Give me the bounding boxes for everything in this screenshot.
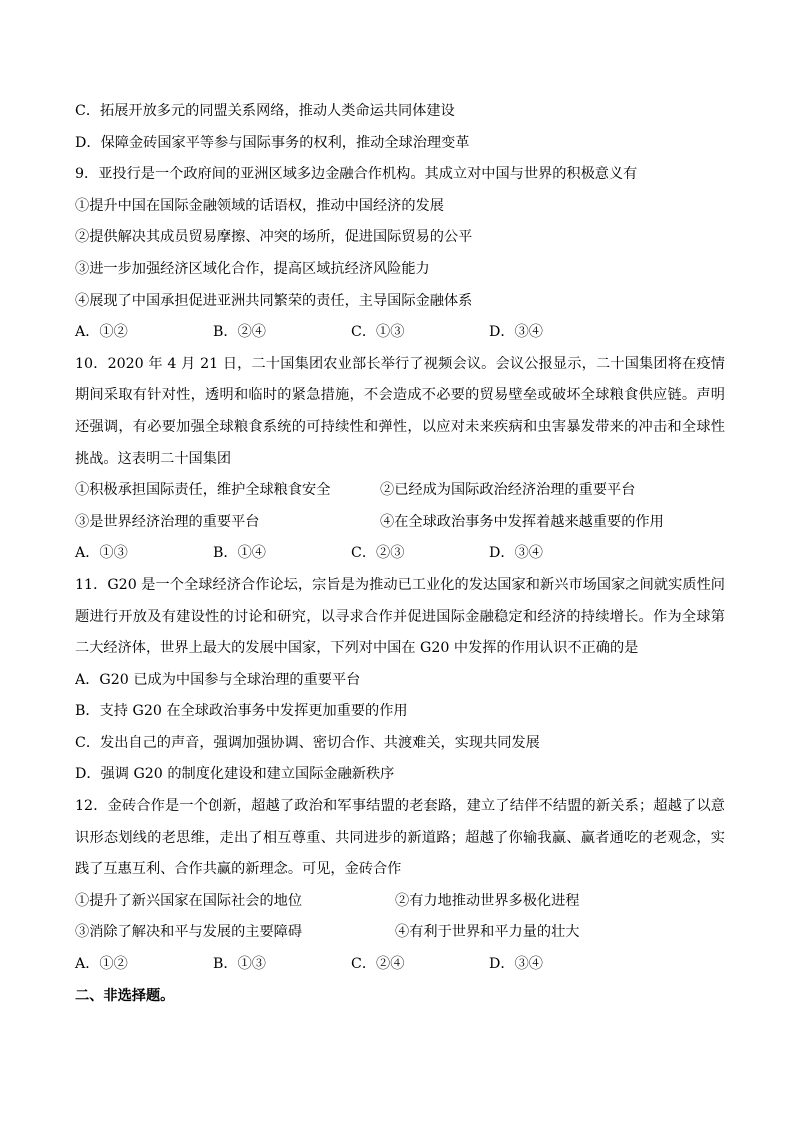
q11-option-b: B．支持 G20 在全球政治事务中发挥更加重要的作用 [75, 703, 408, 720]
q12-stem: 12．金砖合作是一个创新，超越了政治和军事结盟的老套路，建立了结伴不结盟的新关系；超越了以意识形态划线的老思维，走出了相互尊重、共同进步的新道路；超越了你输我赢、赢者通吃的老观念，实践了互惠互利、合作共赢的新理念。可见，金砖合作 [75, 798, 725, 878]
q12-statements-row-1 [75, 886, 725, 918]
q12-statement-4: ④有利于世界和平力量的壮大 [395, 924, 580, 941]
q10-statement-4: ④在全球政治事务中发挥着越来越重要的作用 [380, 513, 664, 530]
q12-options [75, 949, 725, 981]
q12-option-c: C．②④ [351, 956, 405, 973]
q11-option-c: C．发出自己的声音，强调加强协调、密切合作、共渡难关，实现共同发展 [75, 734, 540, 751]
q10-statement-1: ①积极承担国际责任，维护全球粮食安全 [75, 482, 331, 499]
q10-statement-2: ②已经成为国际政治经济治理的重要平台 [380, 482, 636, 499]
q9-statement-1: ①提升中国在国际金融领域的话语权，推动中国经济的发展 [75, 197, 444, 214]
document-content [75, 96, 725, 1012]
q10-stem: 10．2020 年 4 月 21 日，二十国集团农业部长举行了视频会议。会议公报显示，二十国集团将在疫情期间采取有针对性，透明和临时的紧急措施，不会造成不必要的贸易壁垒或破坏全球粮食供应链。声明还强调，有必要加强全球粮食系统的可持续性和弹性，以应对未来疾病和虫害暴发带来的冲击和全球性挑战。这表明二十国集团 [75, 355, 725, 467]
q11-option-d: D．强调 G20 的制度化建设和建立国际金融新秩序 [75, 766, 395, 783]
q9-statement-4: ④展现了中国承担促进亚洲共同繁荣的责任，主导国际金融体系 [75, 292, 473, 309]
q10-option-d: D．③④ [489, 545, 543, 562]
q9-stem: 9．亚投行是一个政府间的亚洲区域多边金融合作机构。其成立对中国与世界的积极意义有 [75, 166, 638, 183]
section-2-title: 二、非选择题。 [75, 987, 175, 1004]
q10-option-b: B．①④ [213, 545, 266, 562]
q10-statement-3: ③是世界经济治理的重要平台 [75, 513, 260, 530]
q11-option-a: A．G20 已成为中国参与全球治理的重要平台 [75, 671, 361, 688]
q12-option-d: D．③④ [489, 956, 543, 973]
q10-statements-row-2 [75, 507, 725, 539]
q10-option-c: C．②③ [351, 545, 405, 562]
q10-options [75, 538, 725, 570]
q8-option-c: C．拓展开放多元的同盟关系网络，推动人类命运共同体建设 [75, 103, 455, 119]
q12-option-b: B．①③ [213, 956, 266, 973]
q9-statement-3: ③进一步加强经济区域化合作，提高区域抗经济风险能力 [75, 260, 430, 277]
q12-statements-row-2 [75, 917, 725, 949]
q9-option-b: B．②④ [213, 324, 266, 341]
q9-option-d: D．③④ [489, 324, 543, 341]
q9-option-a: A．①② [75, 324, 128, 341]
q12-statement-1: ①提升了新兴国家在国际社会的地位 [75, 892, 303, 909]
q9-options [75, 317, 725, 349]
q12-option-a: A．①② [75, 956, 128, 973]
q12-statement-3: ③消除了解决和平与发展的主要障碍 [75, 924, 303, 941]
q10-option-a: A．①③ [75, 545, 128, 562]
q10-statements-row-1 [75, 475, 725, 507]
q9-statement-2: ②提供解决其成员贸易摩擦、冲突的场所，促进国际贸易的公平 [75, 229, 473, 246]
q11-stem: 11．G20 是一个全球经济合作论坛，宗旨是为推动已工业化的发达国家和新兴市场国家之间就实质性问题进行开放及有建设性的讨论和研究，以寻求合作并促进国际金融稳定和经济的持续增长。作为全球第二大经济体，世界上最大的发展中国家，下列对中国在 G20 中发挥的作用认识不正确的是 [75, 576, 725, 657]
q12-statement-2: ②有力地推动世界多极化进程 [395, 892, 580, 909]
q8-option-d: D．保障金砖国家平等参与国际事务的权利，推动全球治理变革 [75, 134, 470, 151]
q9-option-c: C．①③ [351, 324, 405, 341]
